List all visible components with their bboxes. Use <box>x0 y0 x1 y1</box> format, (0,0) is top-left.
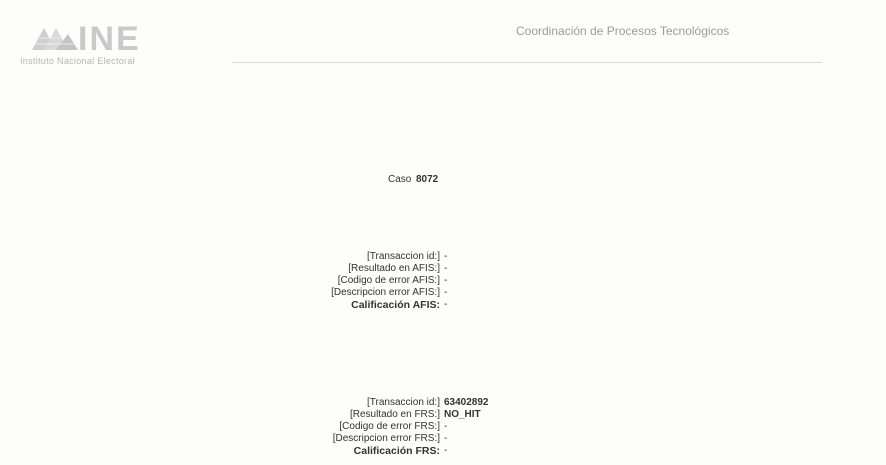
afis-error-code-value: - <box>444 275 448 286</box>
afis-transaction-label: [Transaccion id:] <box>367 251 440 262</box>
afis-results-block <box>0 251 886 311</box>
frs-score-row <box>0 445 886 457</box>
afis-transaction-row <box>0 251 886 263</box>
case-number: 8072 <box>416 174 439 185</box>
frs-score-value: - <box>444 445 448 456</box>
frs-result-value: NO_HIT <box>444 409 481 420</box>
frs-error-description-label: [Descripcion error FRS:] <box>332 433 440 444</box>
frs-score-label: Calificación FRS: <box>353 445 440 457</box>
frs-transaction-row <box>0 397 886 409</box>
afis-result-label: [Resultado en AFIS:] <box>348 263 440 274</box>
afis-result-value: - <box>444 263 448 274</box>
header-title: Coordinación de Procesos Tecnológicos <box>516 24 730 38</box>
afis-result-row <box>0 263 886 275</box>
frs-error-code-row <box>0 421 886 433</box>
case-label: Caso <box>388 174 412 185</box>
afis-error-code-row <box>0 275 886 287</box>
logo-text: INE <box>78 20 141 58</box>
frs-results-block <box>0 397 886 457</box>
frs-result-label: [Resultado en FRS:] <box>349 409 440 420</box>
afis-score-value: - <box>444 299 448 310</box>
frs-transaction-label: [Transaccion id:] <box>367 397 440 408</box>
header-divider <box>232 62 822 63</box>
afis-error-description-value: - <box>444 287 448 298</box>
frs-error-code-value: - <box>444 421 448 432</box>
ine-logo <box>18 22 218 72</box>
afis-score-label: Calificación AFIS: <box>351 299 440 311</box>
ine-emblem-icon <box>30 22 80 54</box>
afis-transaction-value: - <box>444 251 448 262</box>
afis-error-description-row <box>0 287 886 299</box>
afis-error-code-label: [Codigo de error AFIS:] <box>337 275 440 286</box>
frs-result-row <box>0 409 886 421</box>
frs-error-code-label: [Codigo de error FRS:] <box>339 421 440 432</box>
frs-error-description-row <box>0 433 886 445</box>
afis-error-description-label: [Descripcion error AFIS:] <box>331 287 440 298</box>
logo-subtitle: Instituto Nacional Electoral <box>20 56 135 66</box>
afis-score-row <box>0 299 886 311</box>
frs-transaction-value: 63402892 <box>444 397 489 408</box>
frs-error-description-value: - <box>444 433 448 444</box>
